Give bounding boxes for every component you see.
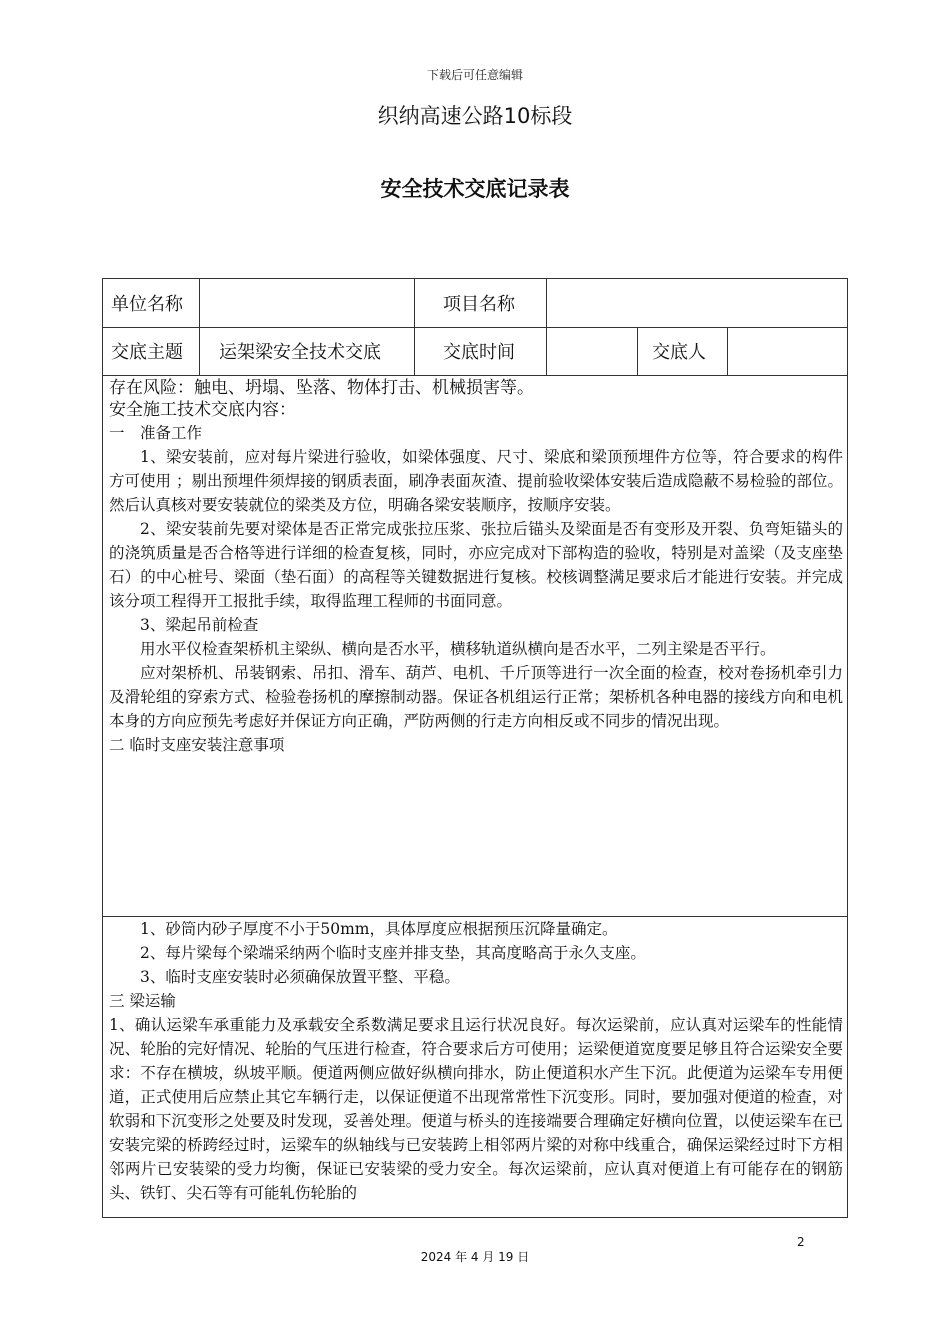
section-heading: 一 准备工作 bbox=[109, 424, 203, 442]
col-divider bbox=[727, 327, 728, 375]
topic-value[interactable]: 运架梁安全技术交底 bbox=[219, 342, 381, 363]
paragraph: 1、砂筒内砂子厚度不小于50mm，具体厚度应根据预压沉降量确定。 bbox=[140, 920, 618, 938]
paragraph: 2、每片梁每个梁端采纳两个临时支座并排支垫，其高度略高于永久支座。 bbox=[140, 944, 646, 962]
record-table bbox=[102, 278, 848, 1218]
unit-name-label: 单位名称 bbox=[111, 294, 183, 315]
paragraph: 3、梁起吊前检查 bbox=[140, 616, 259, 634]
page-number: 2 bbox=[797, 1235, 805, 1249]
section-heading: 二 临时支座安装注意事项 bbox=[109, 736, 285, 754]
col-divider bbox=[637, 327, 638, 375]
footer-date: 2024 年 4 月 19 日 bbox=[420, 1250, 530, 1264]
col-divider bbox=[414, 279, 415, 375]
paragraph: 1、梁安装前，应对每片梁进行验收，如梁体强度、尺寸、梁底和梁顶预埋件方位等，符合要求的构件方可使用 ；剔出预埋件须焊接的钢质表面，刷净表面灰渣、提前验收梁体安装后造成隐蔽不易检验的部位。然后认真核对要安装就位的梁类及方位，明确各梁安装顺序，按顺序安装。 bbox=[109, 448, 843, 514]
paragraph: 应对架桥机、吊装钢索、吊扣、滑车、葫芦、电机、千斤顶等进行一次全面的检查，校对卷扬机牵引力及滑轮组的穿索方式、检验卷扬机的摩擦制动器。保证各机组运行正常；架桥机各种电器的接线方向和电机本身的方向应预先考虑好并保证方向正确，严防两侧的行走方向相反或不同步的情况出现。 bbox=[109, 664, 843, 730]
col-divider bbox=[546, 279, 547, 375]
project-name-value[interactable] bbox=[555, 279, 835, 327]
paragraph: 用水平仪检查架桥机主梁纵、横向是否水平，横移轨道纵横向是否水平，二列主梁是否平行。 bbox=[140, 640, 776, 658]
content-intro: 安全施工技术交底内容： bbox=[109, 400, 296, 420]
unit-name-value[interactable] bbox=[209, 279, 409, 327]
person-value[interactable] bbox=[735, 327, 841, 375]
row-divider bbox=[103, 375, 847, 376]
paragraph: 2、梁安装前先要对梁体是否正常完成张拉压浆、张拉后锚头及梁面是否有变形及开裂、负弯矩锚头的的浇筑质量是否合格等进行详细的检查复核，同时，亦应完成对下部构造的验收，特别是对盖梁（及支座垫石）的中心桩号、梁面（垫石面）的高程等关键数据进行复核。校核调整满足要求后才能进行安装。并完成该分项工程得开工报批手续，取得监理工程师的书面同意。 bbox=[109, 520, 843, 610]
content-section-2 bbox=[109, 917, 843, 1205]
header-note: 下载后可任意编辑 bbox=[426, 68, 523, 82]
section-heading: 三 梁运输 bbox=[109, 992, 176, 1010]
risk-line: 存在风险：触电、坍塌、坠落、物体打击、机械损害等。 bbox=[109, 378, 534, 398]
person-label: 交底人 bbox=[652, 342, 706, 363]
form-title: 安全技术交底记录表 bbox=[380, 177, 570, 201]
paragraph: 3、临时支座安装时必须确保放置平整、平稳。 bbox=[140, 968, 460, 986]
paragraph: 1、确认运梁车承重能力及承载安全系数满足要求且运行状况良好。每次运梁前，应认真对运梁车的性能情况、轮胎的完好情况、轮胎的气压进行检查，符合要求后方可使用；运梁便道宽度要足够且符合运梁安全要求：不存在横坡，纵坡平顺。便道两侧应做好纵横向排水，防止便道积水产生下沉。此便道为运梁车专用便道，正式使用后应禁止其它车辆行走，以保证便道不出现常常性下沉变形。同时，要加强对便道的检查，对软弱和下沉变形之处要及时发现，妥善处理。便道与桥头的连接端要合理确定好横向位置，以使运梁车在已安装完梁的桥跨经过时，运梁车的纵轴线与已安装跨上相邻两片梁的对称中线重合，确保运梁经过时下方相邻两片已安装梁的受力均衡，保证已安装梁的受力安全。每次运梁前，应认真对便道上有可能存在的钢筋头、铁钉、尖石等有可能轧伤轮胎的 bbox=[109, 1016, 843, 1202]
col-divider bbox=[199, 279, 200, 375]
topic-label: 交底主题 bbox=[111, 342, 183, 363]
document-title: 织纳高速公路10标段 bbox=[377, 104, 573, 128]
project-name-label: 项目名称 bbox=[443, 294, 515, 315]
time-label: 交底时间 bbox=[443, 342, 515, 363]
content-section-1 bbox=[109, 377, 843, 757]
